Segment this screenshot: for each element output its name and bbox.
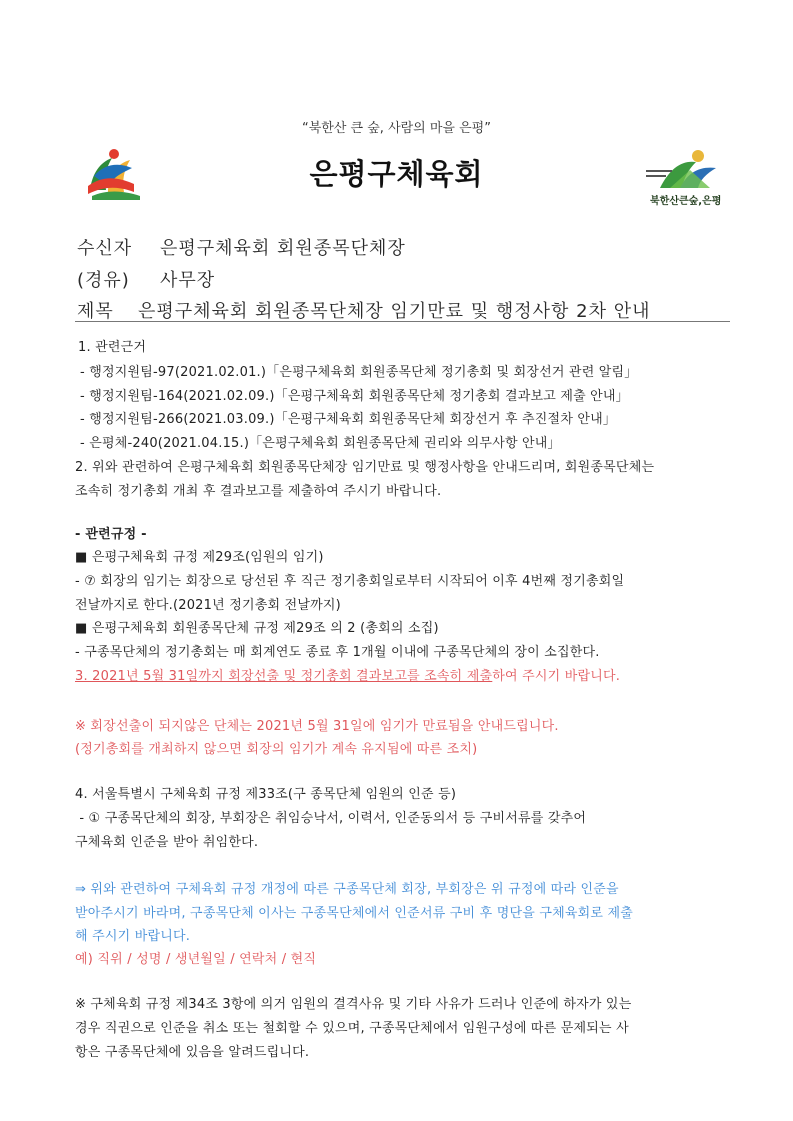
section4-heading: 4. 서울특별시 구체육회 규정 제33조(구 종목단체 임원의 인준 등)	[75, 787, 457, 802]
example-line: 예) 직위 / 성명 / 생년월일 / 연락처 / 현직	[75, 952, 317, 967]
via-label: (경유)	[77, 270, 130, 291]
regulation-title: ■ 은평구체육회 회원종목단체 규정 제29조 의 2 (총회의 소집)	[75, 621, 439, 636]
reference-item: - 은평체-240(2021.04.15.)「은평구체육회 회원종목단체 권리와 의무사항 안내」	[80, 436, 561, 451]
section3-line	[75, 665, 620, 684]
header-divider	[75, 321, 730, 322]
regulation-text: 전날까지로 한다.(2021년 정기총회 전날까지)	[75, 598, 341, 613]
bukhansan-forest-eunpyeong-logo-icon	[640, 148, 730, 206]
recipient-row	[77, 234, 406, 260]
section2-line: 조속히 정기총회 개최 후 결과보고를 제출하여 주시기 바랍니다.	[75, 484, 442, 499]
regulations-heading: - 관련규정 -	[75, 527, 147, 542]
final-note-line: ※ 구체육회 규정 제34조 3항에 의거 임원의 결격사유 및 기타 사유가 드러나 인준에 하자가 있는	[75, 997, 632, 1012]
section4-line: 구체육회 인준을 받아 취임한다.	[75, 835, 259, 850]
reference-item: - 행정지원팀-97(2021.02.01.)「은평구체육회 회원종목단체 정기총회 및 회장선거 관련 알림」	[80, 365, 638, 380]
section1-heading: 1. 관련근거	[78, 340, 147, 355]
blue-note-line: 해 주시기 바랍니다.	[75, 929, 191, 944]
blue-note-line: 받아주시기 바라며, 구종목단체 이사는 구종목단체에서 인준서류 구비 후 명단을 구체육회로 제출	[75, 906, 633, 921]
subject-row	[77, 297, 650, 323]
blue-note-line: ⇒ 위와 관련하여 구체육회 규정 개정에 따른 구종목단체 회장, 부회장은 위 규정에 따라 인준을	[75, 882, 619, 897]
notice-line: ※ 회장선출이 되지않은 단체는 2021년 5월 31일에 임기가 만료됨을 안내드립니다.	[75, 719, 559, 734]
notice-line: (정기총회를 개최하지 않으면 회장의 임기가 계속 유지됨에 따른 조치)	[75, 742, 478, 757]
section2-line: 2. 위와 관련하여 은평구체육회 회원종목단체장 임기만료 및 행정사항을 안내드리며, 회원종목단체는	[75, 460, 655, 475]
page-title: 은평구체육회	[309, 157, 484, 191]
regulation-title: ■ 은평구체육회 규정 제29조(임원의 임기)	[75, 550, 324, 565]
recipient-value: 은평구체육회 회원종목단체장	[160, 238, 406, 259]
regulation-text: - ⑦ 회장의 임기는 회장으로 당선된 후 직근 정기총회일로부터 시작되어 이후 4번째 정기총회일	[75, 574, 625, 589]
subject-value: 은평구체육회 회원종목단체장 임기만료 및 행정사항 2차 안내	[138, 301, 651, 322]
subject-label: 제목	[77, 301, 114, 322]
section3-underlined: 3. 2021년 5월 31일까지 회장선출 및 정기총회 결과보고를 조속히 제출	[75, 669, 493, 684]
reference-item: - 행정지원팀-266(2021.03.09.)「은평구체육회 회원종목단체 회장선거 후 추진절차 안내」	[80, 412, 617, 427]
recipient-label: 수신자	[77, 238, 133, 259]
via-value: 사무장	[160, 270, 216, 291]
final-note-line: 항은 구종목단체에 있음을 알려드립니다.	[75, 1045, 310, 1060]
logo-right-text: 북한산큰숲,은평	[650, 196, 722, 207]
via-row	[77, 266, 215, 292]
reference-item: - 행정지원팀-164(2021.02.09.)「은평구체육회 회원종목단체 정기총회 결과보고 제출 안내」	[80, 389, 629, 404]
section3-rest: 하여 주시기 바랍니다.	[492, 669, 621, 684]
regulation-text: - 구종목단체의 정기총회는 매 회계연도 종료 후 1개월 이내에 구종목단체의 장이 소집한다.	[75, 645, 600, 660]
section4-line: - ① 구종목단체의 회장, 부회장은 취임승낙서, 이력서, 인준동의서 등 구비서류를 갖추어	[75, 811, 587, 826]
final-note-line: 경우 직권으로 인준을 취소 또는 철회할 수 있으며, 구종목단체에서 임원구성에 따른 문제되는 사	[75, 1021, 629, 1036]
slogan: “북한산 큰 숲, 사람의 마을 은평”	[302, 121, 491, 136]
